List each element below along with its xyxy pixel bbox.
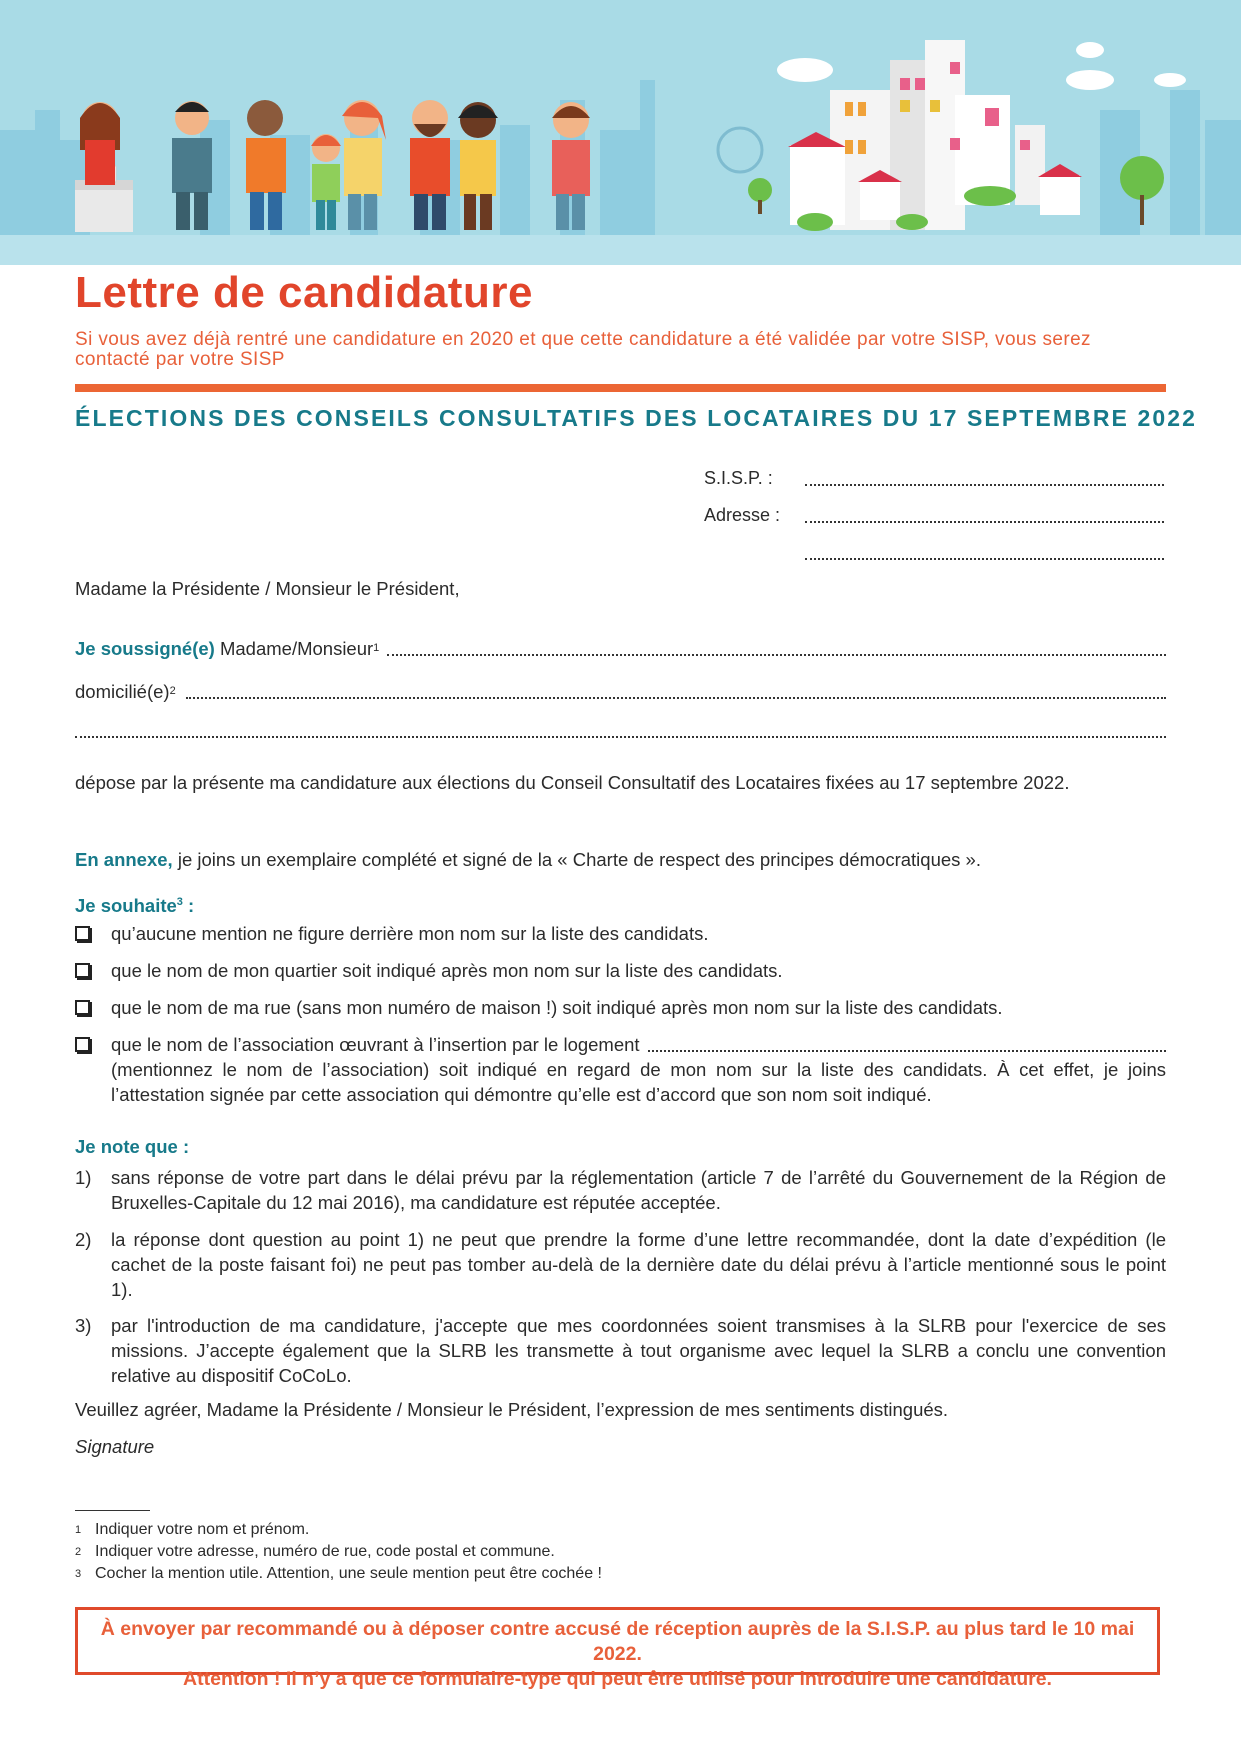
address-field-1[interactable] — [805, 497, 1164, 523]
note-title: Je note que : — [75, 1136, 190, 1157]
note-item-2: 2) la réponse dont question au point 1) ne peut que prendre la forme d’une lettre recommandée, dont la date d’expédition (le cachet de la poste faisant foi) ne peut pas tomber au-delà de la dernière date du délai prévu à l’article mentionné sous le point 1). — [75, 1229, 1166, 1300]
notice-box — [75, 1607, 1160, 1690]
domicile-line: domicilié(e) 2 — [75, 679, 1166, 704]
notice-line-1: À envoyer par recommandé ou à déposer contre accusé de réception auprès de la S.I.S.P. au plus tard le 10 mai 2022. — [100, 1618, 1135, 1665]
election-title: ÉLECTIONS DES CONSEILS CONSULTATIFS DES LOCATAIRES DU 17 SEPTEMBRE 2022 — [75, 405, 1198, 431]
recipient-block — [704, 460, 1164, 560]
name-field[interactable] — [387, 636, 1166, 656]
address-continuation-field[interactable] — [75, 718, 1166, 720]
address-label: Adresse : — [704, 505, 781, 525]
checkbox-icon[interactable] — [75, 1037, 90, 1052]
note-item-3: 3) par l'introduction de ma candidature, j'accepte que mes coordonnées soient transmises à la SLRB pour l'exercice de ses missions. J’accepte également que la SLRB les transmette à tout organisme avec lequel la SLRB a conclu une convention relative au dispositif CoCoLo. — [75, 1315, 1166, 1386]
header-banner — [0, 0, 1241, 265]
address-field-2[interactable] — [805, 534, 1164, 560]
wish-option-4[interactable]: que le nom de l’association œuvrant à l’insertion par le logement (mentionnez le nom de l’association) soit indiqué en regard de mon nom sur la liste des candidats. À cet effet, je joins l’attestation signée par cette association qui démontre qu’elle est d’accord que son nom soit indiqué. — [75, 1032, 1166, 1107]
wish-option-3[interactable]: que le nom de ma rue (sans mon numéro de maison !) soit indiqué après mon nom sur la liste des candidats. — [75, 995, 1166, 1020]
checkbox-icon[interactable] — [75, 926, 90, 941]
wish-option-2[interactable]: que le nom de mon quartier soit indiqué après mon nom sur la liste des candidats. — [75, 958, 1166, 983]
subtitle: Si vous avez déjà rentré une candidature en 2020 et que cette candidature a été validée par votre SISP, vous serez contacté par votre SISP — [75, 329, 1091, 370]
footnote-divider — [75, 1510, 150, 1511]
footnote-1: 1 Indiquer votre nom et prénom. — [75, 1521, 310, 1538]
footnote-3: 3 Cocher la mention utile. Attention, une seule mention peut être cochée ! — [75, 1565, 602, 1582]
salutation: Madame la Présidente / Monsieur le Président, — [75, 578, 460, 599]
wish-option-1[interactable]: qu’aucune mention ne figure derrière mon nom sur la liste des candidats. — [75, 921, 1166, 946]
page-title: Lettre de candidature — [75, 268, 533, 317]
note-item-1: 1) sans réponse de votre part dans le délai prévu par la réglementation (article 7 de l’arrêté du Gouvernement de la Région de Bruxelles-Capitale du 12 mai 2016), ma candidature est réputée acceptée. — [75, 1167, 1166, 1213]
address-field[interactable] — [186, 679, 1166, 699]
association-field[interactable] — [648, 1032, 1166, 1052]
footnote-2: 2 Indiquer votre adresse, numéro de rue, code postal et commune. — [75, 1543, 555, 1560]
divider — [75, 384, 1166, 392]
signature-label: Signature — [75, 1436, 155, 1457]
wish-title: Je souhaite$^3$ : — [75, 895, 195, 917]
closing: Veuillez agréer, Madame la Présidente / Monsieur le Président, l’expression de mes sentiments distingués. — [75, 1399, 949, 1420]
declaration: dépose par la présente ma candidature aux élections du Conseil Consultatif des Locataires fixées au 17 septembre 2022. — [75, 772, 1070, 793]
undersigned-line: Je soussigné(e) Madame/Monsieur 1 — [75, 636, 1166, 661]
notice-line-2: Attention ! Il n’y a que ce formulaire-type qui peut être utilisé pour introduire une candidature. — [183, 1668, 1052, 1690]
checkbox-icon[interactable] — [75, 1000, 90, 1015]
sisp-label: S.I.S.P. : — [704, 468, 773, 488]
annex-line: En annexe, je joins un exemplaire complété et signé de la « Charte de respect des principes démocratiques ». — [75, 849, 981, 870]
checkbox-icon[interactable] — [75, 963, 90, 978]
sisp-field[interactable] — [805, 460, 1164, 486]
people-city-illustration — [0, 0, 1241, 265]
